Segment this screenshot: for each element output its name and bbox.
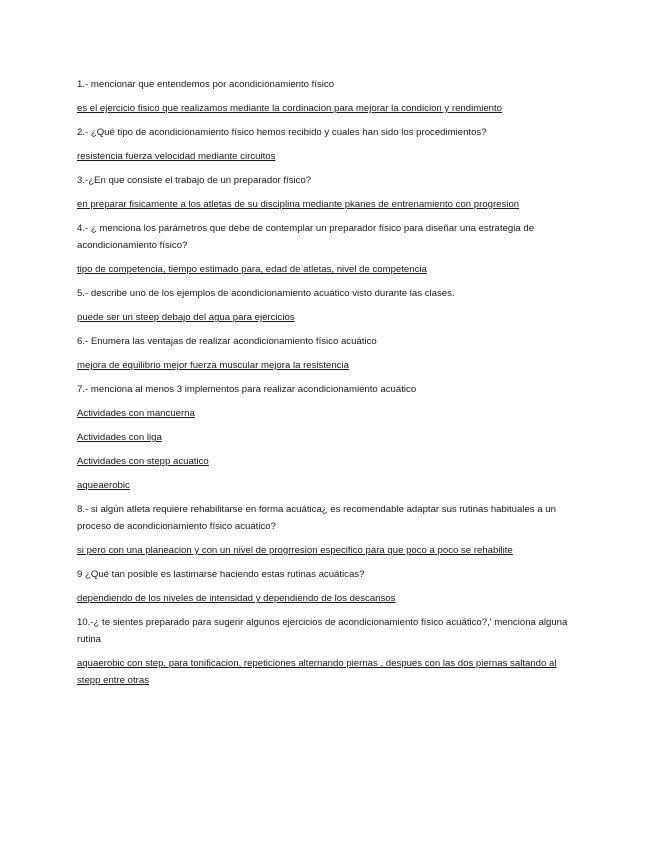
question-1: 1.- mencionar que entendemos por acondicionamiento físico (77, 79, 335, 90)
answer-2: resistencia fuerza velocidad mediante circuitos (77, 151, 276, 162)
answer-9: dependiendo de los niveles de intensidad y dependiendo de los descansos (77, 593, 396, 604)
question-4: 4.- ¿ menciona los parámetros que debe de contemplar un preparador físico para diseñar una estrategia de acondicionamiento físico? (77, 223, 535, 251)
question-5: 5.- describe uno de los ejemplos de acondicionamiento acuático visto durante las clases. (77, 288, 455, 299)
question-7: 7.- menciona al menos 3 implementos para realizar acondicionamiento acuático (77, 384, 417, 395)
question-3: 3.-¿En que consiste el trabajo de un preparador físico? (77, 175, 312, 186)
question-2: 2.- ¿Qué tipo de acondicionamiento físico hemos recibido y cuales han sido los procedimientos? (77, 127, 487, 138)
answer-7-item: Actividades con liga (77, 432, 162, 443)
answer-7-item: Actividades con mancuerna (77, 408, 195, 419)
question-10: 10.-¿ te sientes preparado para sugerir algunos ejercicios de acondicionamiento físico acuático?,' menciona alguna rutina (77, 617, 568, 645)
question-8: 8.- si algún atleta requiere rehabilitarse en forma acuática¿ es recomendable adaptar sus rutinas habituales a un proceso de acondicionamiento físico acuático? (77, 504, 556, 532)
answer-8: si pero con una planeacion y con un nivel de progrresion especifico para que poco a poco se rehabilite (77, 545, 513, 556)
answer-7-item: Actividades con stepp acuatico (77, 456, 209, 467)
answer-6: mejora de equilibrio mejor fuerza muscular mejora la resistencia (77, 360, 349, 371)
question-9: 9 ¿Qué tan posible es lastimarse haciendo estas rutinas acuáticas? (77, 569, 365, 580)
question-6: 6.- Enumera las ventajas de realizar acondicionamiento físico acuático (77, 336, 377, 347)
answer-3: en preparar fisicamente a los atletas de su disciplina mediante pkanes de entrenamiento con progresion (77, 199, 520, 210)
document-body (77, 76, 582, 696)
answer-7-item: aqueaerobic (77, 480, 130, 491)
answer-4: tipo de competencia, tiempo estimado para, edad de atletas, nivel de competencia (77, 264, 427, 275)
answer-1: es el ejercicio fisico que realizamos mediante la cordinacion para mejorar la condicion y rendimiento (77, 103, 503, 114)
answer-5: puede ser un steep debajo del agua para ejercicios (77, 312, 295, 323)
answer-10: aquaerobic con step, para tonificacion, repeticiones alternando piernas , despues con las dos piernas saltando al stepp entre otras (77, 658, 557, 686)
